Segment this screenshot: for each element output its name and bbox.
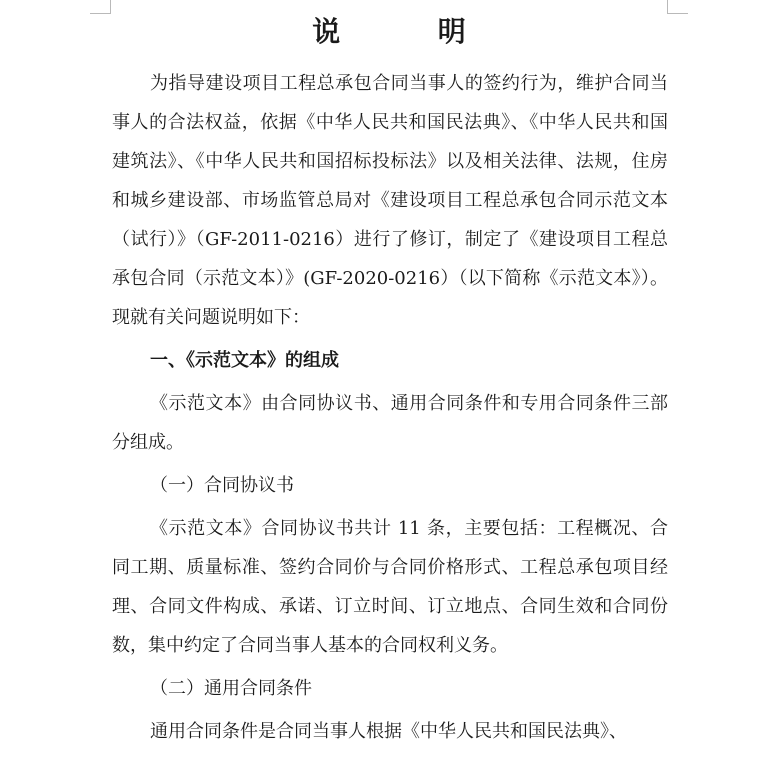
composition-paragraph: 《示范文本》由合同协议书、通用合同条件和专用合同条件三部分组成。 <box>112 393 668 453</box>
section-heading-composition: 一、《示范文本》的组成 <box>150 350 339 371</box>
document-body <box>112 64 668 751</box>
intro-paragraph: 为指导建设项目工程总承包合同当事人的签约行为，维护合同当事人的合法权益，依据《中华人民共和国民法典》、《中华人民共和国建筑法》、《中华人民共和国招标投标法》以及相关法律、法规，住房和城乡建设部、市场监管总局对《建设项目工程总承包合同示范文本（试行）》（GF-2011-0216）进行了修订，制定了《建设项目工程总承包合同（示范文本）》(GF-2020-0216）（以下简称《示范文本》）。现就有关问题说明如下： <box>112 73 668 328</box>
subsection-heading-general-conditions: （二）通用合同条件 <box>150 678 312 699</box>
document-title: 说 明 <box>312 15 492 48</box>
general-conditions-paragraph: 通用合同条件是合同当事人根据《中华人民共和国民法典》、 <box>150 721 627 742</box>
subsection-heading-agreement: （一）合同协议书 <box>150 475 294 496</box>
agreement-paragraph: 《示范文本》合同协议书共计 11 条，主要包括：工程概况、合同工期、质量标准、签约合同价与合同价格形式、工程总承包项目经理、合同文件构成、承诺、订立时间、订立地点、合同生效和合同份数，集中约定了合同当事人基本的合同权利义务。 <box>112 518 668 656</box>
